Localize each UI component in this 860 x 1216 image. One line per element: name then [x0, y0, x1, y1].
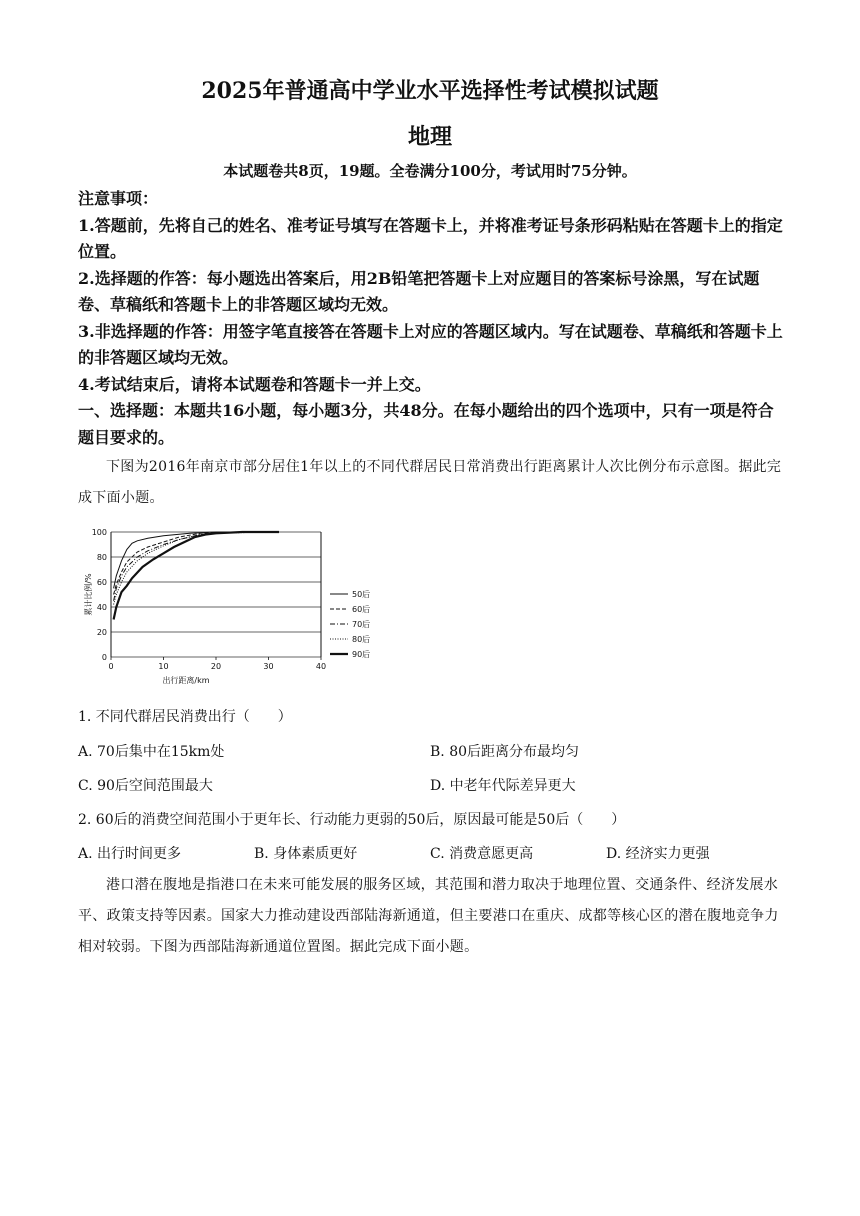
y-tick-label: 40 — [96, 603, 107, 612]
q2-option-a[interactable]: A. 出行时间更多 — [78, 846, 182, 862]
q2-option-d[interactable]: D. 经济实力更强 — [606, 846, 710, 862]
question-2-stem: 2. 60后的消费空间范围小于更年长、行动能力更弱的50后，原因最可能是50后（ ） — [78, 812, 626, 828]
series-line-90后 — [114, 532, 279, 620]
y-tick-label: 100 — [91, 528, 107, 537]
legend-label: 50后 — [352, 590, 371, 599]
x-tick-label: 0 — [108, 662, 114, 671]
x-tick-label: 10 — [158, 662, 169, 671]
note-item-4: 4.考试结束后，请将本试题卷和答题卡一并上交。 — [78, 374, 431, 394]
note-item-2: 2.选择题的作答：每小题选出答案后，用2B铅笔把答题卡上对应题目的答案标号涂黑，写在试题卷、草稿纸和答题卡上的非答题区域均无效。 — [78, 268, 760, 314]
series-line-80后 — [114, 532, 269, 605]
y-tick-label: 60 — [96, 578, 107, 587]
legend-label: 70后 — [352, 620, 371, 629]
x-tick-label: 30 — [263, 662, 274, 671]
q1-option-a[interactable]: A. 70后集中在15km处 — [78, 744, 225, 760]
question-1-stem: 1. 不同代群居民消费出行（ ） — [78, 709, 292, 725]
q1-option-d[interactable]: D. 中老年代际差异更大 — [430, 778, 576, 794]
q2-option-b[interactable]: B. 身体素质更好 — [254, 846, 358, 862]
y-tick-label: 20 — [96, 628, 107, 637]
note-item-3: 3.非选择题的作答：用签字笔直接答在答题卡上对应的答题区域内。写在试题卷、草稿纸和答题卡上的非答题区域均无效。 — [78, 321, 783, 367]
legend-label: 60后 — [352, 605, 371, 614]
x-tick-label: 20 — [210, 662, 222, 671]
passage-2: 港口潜在腹地是指港口在未来可能发展的服务区域，其范围和潜力取决于地理位置、交通条件、经济发展水平、政策支持等因素。国家大力推动建设西部陆海新通道，但主要港口在重庆、成都等核心区的潜在腹地竞争力相对较弱。下图为西部陆海新通道位置图。据此完成下面小题。 — [78, 877, 779, 955]
section-heading: 一、选择题：本题共16小题，每小题3分，共48分。在每小题给出的四个选项中，只有一项是符合题目要求的。 — [78, 401, 774, 447]
y-tick-label: 0 — [101, 653, 107, 662]
note-item-1: 1.答题前，先将自己的姓名、准考证号填写在答题卡上，并将准考证号条形码粘贴在答题卡上的指定位置。 — [78, 215, 783, 261]
q2-option-c[interactable]: C. 消费意愿更高 — [430, 846, 534, 862]
x-tick-label: 40 — [315, 662, 327, 671]
legend-label: 80后 — [352, 635, 371, 644]
legend-label: 90后 — [352, 650, 371, 659]
passage-1: 下图为2016年南京市部分居住1年以上的不同代群居民日常消费出行距离累计人次比例分布示意图。据此完成下面小题。 — [78, 459, 782, 506]
series-line-70后 — [114, 532, 269, 601]
q1-option-c[interactable]: C. 90后空间范围最大 — [78, 778, 213, 794]
exam-info: 本试题卷共8页，19题。全卷满分100分，考试用时75分钟。 — [223, 162, 637, 180]
y-axis-label: 累计比例/% — [84, 573, 93, 616]
notes-heading: 注意事项： — [78, 189, 159, 208]
distance-chart — [78, 518, 408, 693]
notes-block — [78, 186, 784, 451]
subject-title: 地理 — [407, 124, 452, 150]
y-tick-label: 80 — [96, 553, 107, 562]
q1-option-b[interactable]: B. 80后距离分布最均匀 — [430, 744, 580, 760]
x-axis-label: 出行距离/km — [162, 676, 210, 685]
exam-title: 2025年普通高中学业水平选择性考试模拟试题 — [201, 78, 659, 104]
series-line-50后 — [114, 532, 269, 588]
